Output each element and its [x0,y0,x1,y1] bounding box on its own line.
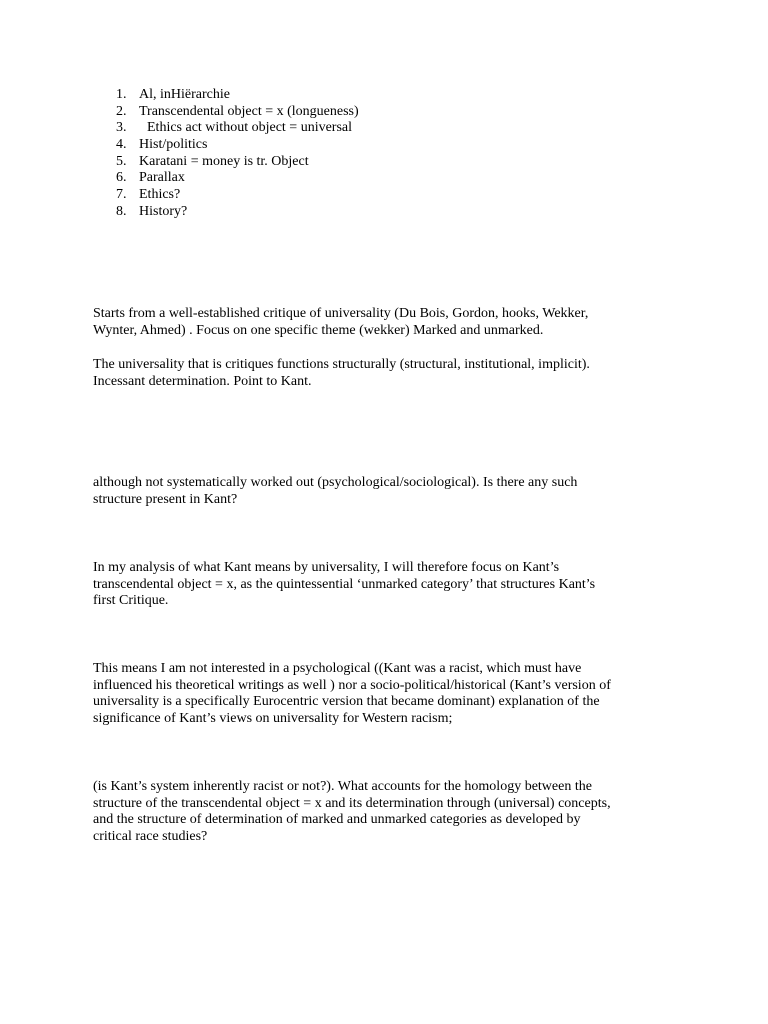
outline-item [0,154,768,171]
body-paragraph: The universality that is critiques functions structurally (structural, institutional, implicit). Incessant determination. Point to Kant. [93,357,590,389]
outline-list [0,87,768,221]
outline-item [0,170,768,187]
outline-item [0,137,768,154]
outline-item-number: 7. [116,187,127,203]
outline-item-text: History? [139,203,188,219]
outline-item [0,187,768,204]
outline-item [0,120,768,137]
outline-item-number: 8. [116,203,127,219]
outline-item-number: 4. [116,137,127,153]
outline-item-text: Parallax [139,170,185,186]
outline-item-text: Al, inHiërarchie [139,87,230,102]
outline-item-text: Ethics act without object = universal [147,120,353,136]
outline-item [0,104,768,121]
outline-item-number: 1. [116,87,127,102]
outline-item-number: 5. [116,153,127,169]
outline-item-number: 3. [116,120,127,136]
body-paragraph: This means I am not interested in a psychological ((Kant was a racist, which must have influenced his theoretical writings as well ) nor a socio-political/historical (Kant’s version of universality is a specifically Eurocentric version that became dominant) explanation of the significance of Kant’s views on universality for Western racism; [93,661,611,727]
outline-item-text: Ethics? [139,187,181,203]
outline-item [0,87,768,104]
outline-item-text: Hist/politics [139,137,208,153]
body-paragraph: Starts from a well-established critique of universality (Du Bois, Gordon, hooks, Wekker, Wynter, Ahmed) . Focus on one specific theme (wekker) Marked and unmarked. [93,306,589,338]
outline-item-text: Karatani = money is tr. Object [139,153,309,169]
outline-item-number: 6. [116,170,127,186]
outline-item-text: Transcendental object = x (longueness) [139,103,359,119]
body-paragraph: In my analysis of what Kant means by universality, I will therefore focus on Kant’s transcendental object = x, as the quintessential ‘unmarked category’ that structures Kant’s first Critique. [93,560,596,609]
outline-item-number: 2. [116,103,127,119]
body-paragraph: (is Kant’s system inherently racist or not?). What accounts for the homology between the structure of the transcendental object = x and its determination through (universal) concepts, and the structure of determination of marked and unmarked categories as developed by critical race studies? [93,779,611,845]
body-paragraph: although not systematically worked out (psychological/sociological). Is there any such structure present in Kant? [93,475,578,507]
outline-item [0,204,768,221]
